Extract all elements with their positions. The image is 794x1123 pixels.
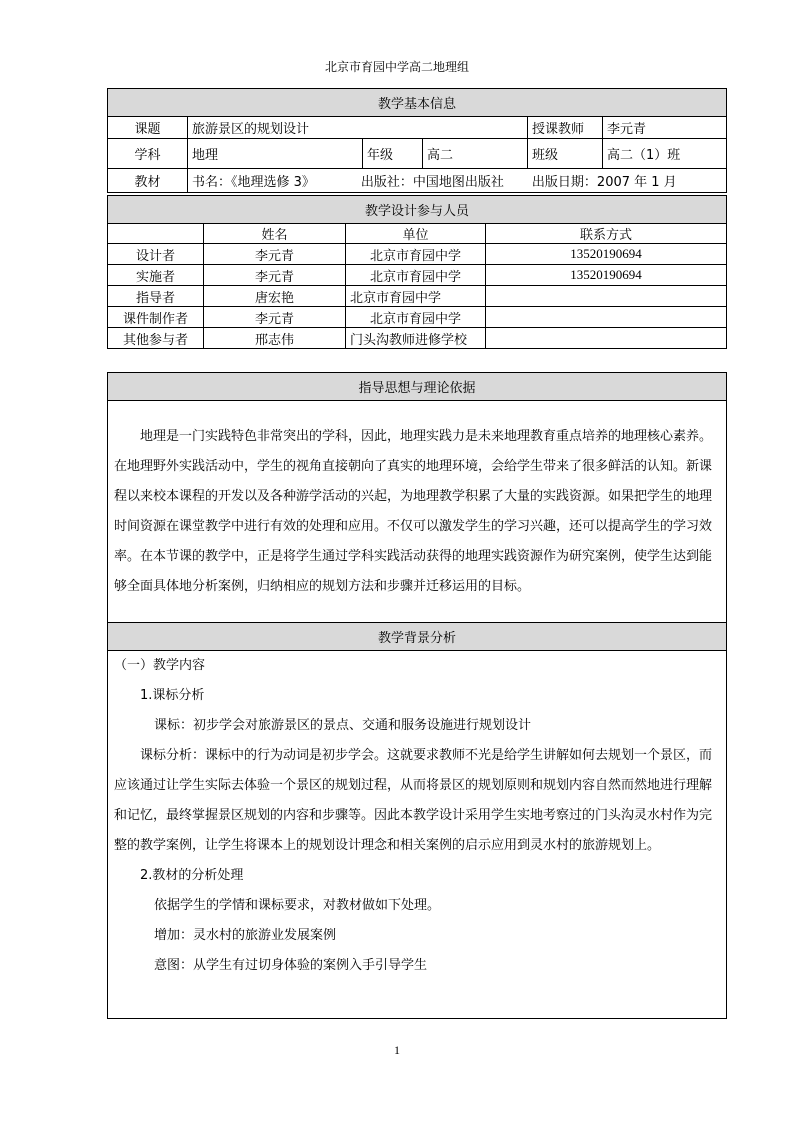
role-cell: 实施者: [108, 265, 204, 286]
col-header-unit: 单位: [346, 224, 486, 244]
grade-value: 高二: [423, 139, 528, 169]
textbook-details: [188, 169, 727, 193]
analysis-table: [107, 372, 727, 1019]
unit-cell: 门头沟教师进修学校: [346, 328, 486, 349]
page-header: 北京市育园中学高二地理组: [324, 60, 469, 74]
table-row: [108, 307, 727, 328]
name-cell: 李元青: [204, 244, 346, 265]
col-header-contact: 联系方式: [486, 224, 727, 244]
subject-value: 地理: [188, 139, 363, 169]
standard-text: 课标：初步学会对旅游景区的景点、交通和服务设施进行规划设计: [154, 718, 532, 733]
col-header-name: 姓名: [204, 224, 346, 244]
section-participants: 教学设计参与人员: [108, 196, 727, 224]
unit-cell: 北京市育园中学: [346, 265, 486, 286]
role-cell: 指导者: [108, 286, 204, 307]
table-row: [108, 286, 727, 307]
item1-heading: 1.课标分析: [140, 688, 205, 703]
textbook-publisher: 出版社：中国地图出版社: [360, 175, 504, 190]
info-table: [107, 88, 727, 193]
grade-label: 年级: [363, 139, 423, 169]
contact-cell: [486, 328, 727, 349]
name-cell: 李元青: [204, 265, 346, 286]
teacher-value: 李元青: [603, 117, 727, 139]
section-background: 教学背景分析: [108, 623, 727, 651]
name-cell: 邢志伟: [204, 328, 346, 349]
textbook-pub-date: 出版日期：2007 年 1 月: [531, 175, 677, 190]
page-number: 1: [394, 1043, 400, 1057]
participants-table: [107, 195, 727, 349]
processing-line-3: 意图：从学生有过切身体验的案例入手引导学生: [154, 958, 428, 973]
section-basic-info: 教学基本信息: [108, 89, 727, 117]
background-content: [108, 651, 727, 1019]
contact-cell: 13520190694: [486, 265, 727, 286]
col-header-role: [108, 224, 204, 244]
class-label: 班级: [528, 139, 603, 169]
item2-heading: 2.教材的分析处理: [140, 868, 244, 883]
role-cell: 其他参与者: [108, 328, 204, 349]
unit-cell: 北京市育园中学: [346, 307, 486, 328]
processing-line-1: 依据学生的学情和课标要求，对教材做如下处理。: [154, 898, 441, 913]
contact-cell: [486, 286, 727, 307]
class-value: 高二（1）班: [603, 139, 727, 169]
role-cell: 课件制作者: [108, 307, 204, 328]
name-cell: 唐宏艳: [204, 286, 346, 307]
standard-analysis: 课标分析：课标中的行为动词是初步学会。这就要求教师不光是给学生讲解如何去规划一个景区，而应该通过让学生实际去体验一个景区的规划过程，从而将景区的规划原则和规划内容自然而然地进行理解和记忆，最终掌握景区规划的内容和步骤等。因此本教学设计采用学生实地考察过的门头沟灵水村作为完整的教学案例，让学生将课本上的规划设计理念和相关案例的启示应用到灵水村的旅游规划上。: [114, 748, 713, 853]
textbook-label: 教材: [108, 169, 188, 193]
contact-cell: 13520190694: [486, 244, 727, 265]
textbook-book: 书名：《地理选修 3》: [192, 175, 315, 190]
teacher-label: 授课教师: [528, 117, 603, 139]
table-row: [108, 328, 727, 349]
content-heading: （一）教学内容: [114, 658, 206, 673]
topic-label: 课题: [108, 117, 188, 139]
guiding-paragraph: 地理是一门实践特色非常突出的学科，因此，地理实践力是未来地理教育重点培养的地理核心素养。在地理野外实践活动中，学生的视角直接朝向了真实的地理环境，会给学生带来了很多鲜活的认知。新课程以来校本课程的开发以及各种游学活动的兴起，为地理教学积累了大量的实践资源。如果把学生的地理时间资源在课堂教学中进行有效的处理和应用。不仅可以激发学生的学习兴趣，还可以提高学生的学习效率。在本节课的教学中，正是将学生通过学科实践活动获得的地理实践资源作为研究案例，使学生达到能够全面具体地分析案例，归纳相应的规划方法和步骤并迁移运用的目标。: [108, 401, 727, 623]
unit-cell: 北京市育园中学: [346, 286, 486, 307]
topic-value: 旅游景区的规划设计: [188, 117, 528, 139]
name-cell: 李元青: [204, 307, 346, 328]
table-row: [108, 265, 727, 286]
contact-cell: [486, 307, 727, 328]
table-row: [108, 244, 727, 265]
unit-cell: 北京市育园中学: [346, 244, 486, 265]
role-cell: 设计者: [108, 244, 204, 265]
section-guiding: 指导思想与理论依据: [108, 373, 727, 401]
processing-line-2: 增加：灵水村的旅游业发展案例: [154, 928, 337, 943]
subject-label: 学科: [108, 139, 188, 169]
